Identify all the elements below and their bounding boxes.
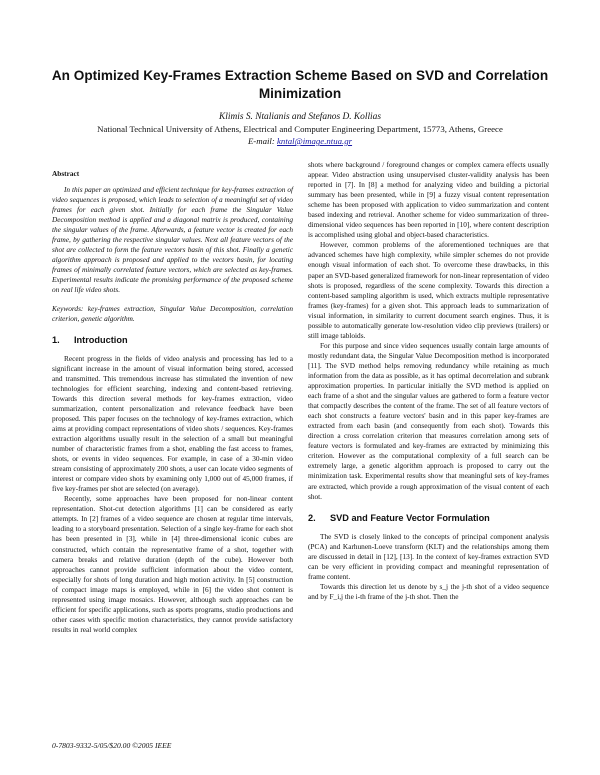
section-2-number: 2. [308,512,316,523]
section-2-title: SVD and Feature Vector Formulation [330,512,490,523]
copyright-footer: 0-7803-9332-5/05/$20.00 ©2005 IEEE [52,741,172,750]
intro-paragraph-1: Recent progress in the fields of video analysis and processing has led to a significant increase in the amount of visual information being stored, accessed and transmitted. This tremendous increase has stimulated the invention of new technologies for efficient searching, indexing and content-based retrieving. Towards this direction several methods for key-frames extraction, video summarization, content personalization and relevance feedback have been proposed. This paper focuses on the technology of key-frames extraction, which aims at providing compact representations of video shots / sequences. Key-frames extraction algorithms usually result in the selection of a small but meaningful number of characteristic frames from a shot, enabling the fast access to frames, shots, or events in video sequences. For example, in case of a 30-min video stream consisting of approximately 200 shots, a user can locate video segments of interest or compare video shots by examining only 1,000 out of 45,000 frames, if five key-frames per shot are selected (on average). [52,353,293,494]
section-1-title: Introduction [74,334,128,345]
email-label: E-mail: [247,136,275,146]
intro-paragraph-2: Recently, some approaches have been proposed for non-linear content representation. Shot-cut detection algorithms [1] can be considered as early attempts. In [2] frames of a video sequence are chosen at regular time intervals, leading to a storyboard presentation. Selection of a single key-frame for each shot has been presented in [3], while in [4] three-dimensional iconic cubes are constructed, which contain the representative frame of a shot, together with camera breaks and relative duration (depth of the cube). However both approaches cannot provide sufficient information about the video content, especially for shots of long duration and high motion activity. In [5] construction of compact image maps is employed, while in [6] the video shot content is represented using image mosaics. However, although such approaches can be efficient for specific applications, such as sports programs, studio productions and other cases with specific motion characteristics, they cannot provide satisfactory results in real world complex [52,494,293,634]
right-paragraph-3: For this purpose and since video sequences usually contain large amounts of mostly redundant data, the Singular Value Decomposition method is incorporated [11]. The SVD method helps removing redundancy while retaining as much information from the data as possible, as it has optimal decorrelation and subrank approximation properties. In particular initially the SVD method is applied on each frame of a shot and the singular values are gathered to form a feature vector that compactly describes the content of the frame. The set of all feature vectors of each shot constructs a feature vectors' basin and in this paper key-frames are extracted from each basin (and consequently from each shot). Towards this direction a cross correlation criterion that measures correlation among sets of feature vectors is formulated and key-frames are extracted by minimizing this criterion. However as the computational complexity of a full search can be extremely large, a genetic algorithm approach is proposed to carry out the minimization task. Experimental results show that meaningful sets of key-frames are extracted, which provide a rough approximation of the visual content of each shot. [308,340,549,501]
left-column [52,160,293,635]
section-1-number: 1. [52,334,60,345]
paper-authors: Klimis S. Ntalianis and Stefanos D. Kollias [219,112,381,122]
right-paragraph-1: shots where background / foreground changes or complex camera effects usually appear. Video abstraction using unsupervised cluster-validity analysis has been reported in [7]. In [8] a method for analyzing video and building a pictorial summary has been presented, while in [9] a fuzzy visual content representation scheme has been proposed with application to video summarization and content based indexing and retrieval. Another scheme for video summarization of three-dimensional video sequences has been reported in [10], where content description is accomplished using global and object-based characteristics. [308,160,549,240]
section-2-heading [308,512,549,524]
keywords: Keywords: key-frames extraction, Singular Value Decomposition, correlation criterion, genetic algorithm. [52,303,293,323]
email-link[interactable]: kntal@image.ntua.gr [277,136,353,146]
svd-paragraph-2: Towards this direction let us denote by s_j the j-th shot of a video sequence and by F_i,j the i-th frame of the j-th shot. Then the [308,581,549,601]
abstract-text: In this paper an optimized and efficient technique for key-frames extraction of video sequences is proposed, which leads to selection of a meaningful set of video frames for each given shot. Initially for each frame the Singular Value Decomposition method is applied and a diagonal matrix is produced, containing the singular values of the frame. Afterwards, a feature vector is created for each frame, by gathering the respective singular values. Next all feature vectors of the shot are collected to form the feature vectors basin of this shot. Finally a genetic algorithm approach is proposed and applied to the vectors basin, for locating frames of minimally correlated feature vectors, which are selected as key-frames. Experimental results indicate the promising performance of the proposed scheme on real life video shots. [52,185,293,295]
paper-title: An Optimized Key-Frames Extraction Scheme Based on SVD and Correlation Minimization [51,68,549,101]
svd-paragraph-1: The SVD is closely linked to the concepts of principal component analysis (PCA) and Karhunen-Loeve transform (KLT) and the relationships among them are discussed in detail in [12], [13]. In the context of key-frames extraction SVD can be very efficient in providing compact and meaningful representation of frame content. [308,531,549,581]
abstract-heading: Abstract [52,169,80,178]
right-column [308,160,549,602]
paper-affiliation: National Technical University of Athens, Electrical and Computer Engineering Department, 15773, Athens, Greece [97,124,503,134]
paper-email-line [40,135,560,147]
section-1-heading [52,334,293,346]
right-paragraph-2: However, common problems of the aforementioned techniques are that advanced schemes have high complexity, while simpler schemes do not provide enough visual information of each shot. To overcome these drawbacks, in this paper an SVD-based generalized framework for non-linear representation of video shots is proposed, regardless of the scene complexity. Towards this direction a content-based sampling algorithm is used, which extracts multiple representative frames (key-frames) for a given shot. This approach leads to summarization of visual information, in similarity to current document search engines. Thus, it is possible to automatically generate low-resolution video clip previews (trailers) or still image tabloids. [308,240,549,340]
